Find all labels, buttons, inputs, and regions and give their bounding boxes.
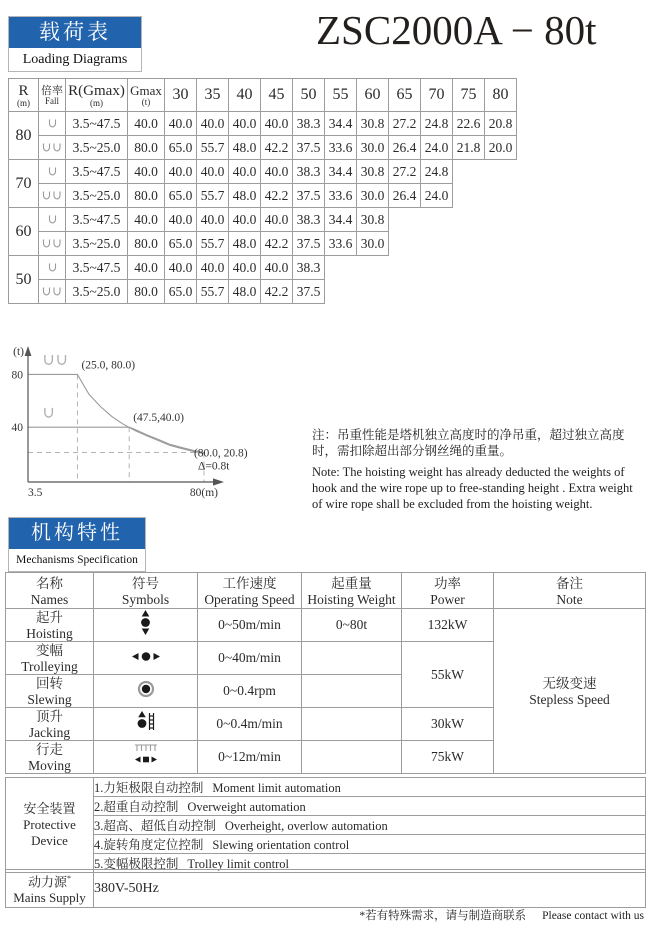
mech-symbol-cell — [94, 609, 198, 642]
header-rgmax-main: R(Gmax) — [68, 82, 125, 99]
mains-supply-label — [6, 870, 94, 908]
mech-symbol-cell — [94, 675, 198, 708]
mech-weight — [302, 675, 402, 708]
load-value: 24.0 — [421, 184, 453, 208]
double-fall-icon-path — [45, 355, 66, 364]
gmax-value: 40.0 — [128, 160, 165, 184]
load-value: 22.6 — [453, 112, 485, 136]
gmax-value: 40.0 — [128, 112, 165, 136]
load-value: 26.4 — [389, 184, 421, 208]
loading-row-80-single — [9, 112, 517, 136]
page-title: ZSC2000A − 80t — [316, 7, 597, 53]
mech-speed: 0~12m/min — [198, 741, 302, 774]
fall-cell — [39, 232, 66, 256]
load-value: 38.3 — [293, 208, 325, 232]
note-block — [312, 427, 646, 512]
load-value: 34.4 — [325, 112, 357, 136]
mech-power: 30kW — [402, 708, 494, 741]
load-value: 26.4 — [389, 136, 421, 160]
mech-name-slewing: 回转 Slewing — [6, 675, 94, 708]
gmax-value: 80.0 — [128, 280, 165, 304]
mech-header-note: 备注 Note — [494, 573, 646, 609]
protective-item-4: 4.旋转角度定位控制 Slewing orientation control — [94, 835, 646, 854]
mech-speed: 0~0.4m/min — [198, 708, 302, 741]
rgmax-range: 3.5~47.5 — [66, 256, 128, 280]
protective-row-2 — [6, 797, 646, 816]
mains-supply-value: 380V-50Hz — [94, 870, 646, 908]
protective-row-1 — [6, 778, 646, 797]
load-value: 30.0 — [357, 184, 389, 208]
y-tick-label: 80 — [11, 369, 23, 382]
rgmax-range: 3.5~25.0 — [66, 184, 128, 208]
note-zh: 注：吊重性能是塔机独立高度时的净吊重，超过独立高度时，需扣除超出部分钢丝绳的重量。 — [312, 428, 625, 458]
single-fall-icon — [48, 119, 57, 129]
load-value: 30.8 — [357, 112, 389, 136]
radius-value: 50 — [9, 256, 39, 304]
mech-header-symbols: 符号 Symbols — [94, 573, 198, 609]
load-curve-chart — [8, 344, 260, 508]
load-value: 40.0 — [197, 160, 229, 184]
load-value: 65.0 — [165, 280, 197, 304]
header-radius-30: 30 — [165, 79, 197, 112]
x-axis-arrow — [213, 478, 224, 485]
chart-annotation: (47.5,40.0) — [133, 412, 184, 425]
double-fall-icon — [42, 239, 62, 249]
footer-zh: *若有特殊需求，请与制造商联系 — [359, 910, 527, 922]
mech-speed: 0~50m/min — [198, 609, 302, 642]
load-value: 40.0 — [229, 112, 261, 136]
radius-value: 80 — [9, 112, 39, 160]
jacking-icon — [136, 711, 155, 732]
header-radius-45: 45 — [261, 79, 293, 112]
chart-annotation: (25.0, 80.0) — [81, 359, 136, 372]
protective-device-label: 安全装置 Protective Device — [6, 778, 94, 873]
load-value: 40.0 — [261, 160, 293, 184]
load-value: 42.2 — [261, 136, 293, 160]
load-value: 40.0 — [165, 112, 197, 136]
protective-item-3: 3.超高、超低自动控制 Overheight, overlow automation — [94, 816, 646, 835]
header-radius-80: 80 — [485, 79, 517, 112]
mains-label-en: Mains Supply — [13, 890, 86, 906]
loading-table-header-row — [9, 79, 517, 112]
chart-annotation: (80.0, 20.8) — [193, 447, 248, 460]
loading-row-50-double — [9, 280, 517, 304]
fall-cell — [39, 280, 66, 304]
load-value: 40.0 — [261, 112, 293, 136]
mains-label-asterisk: * — [67, 873, 71, 883]
gmax-value: 80.0 — [128, 136, 165, 160]
load-value: 30.8 — [357, 160, 389, 184]
x-end-label: 80(m) — [189, 487, 219, 499]
protective-device-table — [5, 777, 646, 873]
double-fall-icon — [42, 287, 62, 297]
header-radius-75: 75 — [453, 79, 485, 112]
loading-row-60-single — [9, 208, 517, 232]
mech-name-moving: 行走 Moving — [6, 741, 94, 774]
header-radius-65: 65 — [389, 79, 421, 112]
load-value: 33.6 — [325, 232, 357, 256]
load-value: 37.5 — [293, 280, 325, 304]
load-value: 65.0 — [165, 184, 197, 208]
load-value: 42.2 — [261, 232, 293, 256]
fall-cell — [39, 136, 66, 160]
rgmax-range: 3.5~25.0 — [66, 232, 128, 256]
mechanisms-header-row — [6, 573, 646, 609]
loading-badge-zh: 载荷表 — [9, 17, 141, 48]
load-value: 38.3 — [293, 160, 325, 184]
load-value: 40.0 — [261, 208, 293, 232]
radius-value: 60 — [9, 208, 39, 256]
loading-row-60-double — [9, 232, 517, 256]
load-value: 37.5 — [293, 184, 325, 208]
footer-note — [359, 907, 644, 923]
protective-row-4 — [6, 835, 646, 854]
load-value: 20.8 — [485, 112, 517, 136]
header-radius-main: R — [18, 82, 29, 99]
mains-label-zh: 动力源 — [27, 874, 67, 890]
loading-diagrams-badge — [8, 16, 142, 72]
loading-row-70-double — [9, 184, 517, 208]
load-value: 30.8 — [357, 208, 389, 232]
mechanisms-table — [5, 572, 646, 774]
header-fall-en: Fall — [44, 95, 59, 106]
load-value: 65.0 — [165, 136, 197, 160]
loading-row-50-single — [9, 256, 517, 280]
load-value: 27.2 — [389, 160, 421, 184]
load-value: 37.5 — [293, 136, 325, 160]
mech-power: 55kW — [402, 642, 494, 708]
trolleying-icon — [132, 651, 160, 662]
mechanisms-badge-en: Mechanisms Specification — [16, 554, 138, 566]
load-value: 40.0 — [261, 256, 293, 280]
header-fall — [39, 79, 66, 112]
mech-speed: 0~0.4rpm — [198, 675, 302, 708]
header-radius-50: 50 — [293, 79, 325, 112]
protective-item-1: 1.力矩极限自动控制 Moment limit automation — [94, 778, 646, 797]
loading-row-80-double — [9, 136, 517, 160]
load-value: 40.0 — [229, 256, 261, 280]
fall-cell — [39, 184, 66, 208]
load-value: 40.0 — [197, 208, 229, 232]
mech-power: 132kW — [402, 609, 494, 642]
mech-header-names: 名称 Names — [6, 573, 94, 609]
moving-icon — [132, 744, 160, 765]
loading-row-70-single — [9, 160, 517, 184]
load-value: 40.0 — [165, 208, 197, 232]
fall-cell — [39, 256, 66, 280]
load-value: 34.4 — [325, 208, 357, 232]
load-value: 42.2 — [261, 280, 293, 304]
gmax-value: 40.0 — [128, 256, 165, 280]
load-value: 40.0 — [197, 256, 229, 280]
rgmax-range: 3.5~25.0 — [66, 280, 128, 304]
mech-weight — [302, 741, 402, 774]
load-value: 33.6 — [325, 136, 357, 160]
mech-power: 75kW — [402, 741, 494, 774]
footer-en: Please contact with us — [542, 910, 644, 922]
header-gmax — [128, 79, 165, 112]
mech-header-operating-speed: 工作速度 Operating Speed — [198, 573, 302, 609]
header-radius-70: 70 — [421, 79, 453, 112]
mechanisms-badge — [8, 517, 146, 572]
mechanisms-badge-zh: 机构特性 — [9, 518, 145, 549]
header-radius-55: 55 — [325, 79, 357, 112]
mains-supply-table — [5, 869, 646, 908]
radius-value: 70 — [9, 160, 39, 208]
curve-single-fall-curve — [28, 427, 204, 452]
mech-weight: 0~80t — [302, 609, 402, 642]
chart-annotation: Δ=0.8t — [197, 460, 230, 473]
load-value: 21.8 — [453, 136, 485, 160]
gmax-value: 80.0 — [128, 184, 165, 208]
header-radius-unit: (m) — [17, 97, 30, 108]
protective-row-3 — [6, 816, 646, 835]
hoisting-icon — [138, 610, 153, 635]
load-value: 48.0 — [229, 136, 261, 160]
header-fall-zh: 倍率 — [41, 84, 63, 97]
header-radius — [9, 79, 39, 112]
fall-cell — [39, 208, 66, 232]
single-fall-icon-path — [45, 408, 53, 417]
double-fall-icon — [42, 143, 62, 153]
fall-cell — [39, 160, 66, 184]
load-value: 24.8 — [421, 160, 453, 184]
single-fall-icon — [48, 215, 57, 225]
protective-item-5: 5.变幅极限控制 Trolley limit control — [94, 854, 646, 873]
load-value: 48.0 — [229, 232, 261, 256]
load-value: 42.2 — [261, 184, 293, 208]
load-value: 24.0 — [421, 136, 453, 160]
single-fall-icon — [48, 263, 57, 273]
mech-speed: 0~40m/min — [198, 642, 302, 675]
slewing-icon — [137, 680, 155, 698]
rgmax-range: 3.5~25.0 — [66, 136, 128, 160]
load-value: 40.0 — [165, 256, 197, 280]
load-value: 55.7 — [197, 184, 229, 208]
load-value: 20.0 — [485, 136, 517, 160]
loading-badge-en: Loading Diagrams — [22, 52, 128, 67]
header-rgmax — [66, 79, 128, 112]
protective-item-2: 2.超重自动控制 Overweight automation — [94, 797, 646, 816]
load-value: 37.5 — [293, 232, 325, 256]
load-value: 34.4 — [325, 160, 357, 184]
header-gmax-main: Gmax — [130, 82, 162, 98]
mech-name-jacking: 顶升 Jacking — [6, 708, 94, 741]
mech-header-power: 功率 Power — [402, 573, 494, 609]
fall-cell — [39, 112, 66, 136]
single-fall-icon — [48, 167, 57, 177]
rgmax-range: 3.5~47.5 — [66, 208, 128, 232]
mech-symbol-cell — [94, 642, 198, 675]
load-value: 48.0 — [229, 184, 261, 208]
loading-table — [8, 78, 517, 304]
load-value: 40.0 — [197, 112, 229, 136]
y-tick-label: 40 — [11, 422, 23, 435]
mech-name-trolleying: 变幅 Trolleying — [6, 642, 94, 675]
double-fall-icon — [45, 355, 66, 364]
load-value: 40.0 — [229, 208, 261, 232]
load-value: 40.0 — [165, 160, 197, 184]
load-value: 48.0 — [229, 280, 261, 304]
x-origin-label: 3.5 — [28, 487, 43, 499]
load-value: 55.7 — [197, 136, 229, 160]
load-value: 27.2 — [389, 112, 421, 136]
header-radius-60: 60 — [357, 79, 389, 112]
mech-symbol-cell — [94, 708, 198, 741]
load-value: 33.6 — [325, 184, 357, 208]
header-radius-40: 40 — [229, 79, 261, 112]
load-value: 38.3 — [293, 256, 325, 280]
note-en: Note: The hoisting weight has already deducted the weights of hook and the wire rope up to free-standing height . Extra weight of wire rope shall be excluded from the hoisting weight. — [312, 465, 633, 511]
gmax-value: 40.0 — [128, 208, 165, 232]
header-rgmax-unit: (m) — [90, 97, 103, 108]
mech-row-hoisting — [6, 609, 646, 642]
y-axis-arrow — [25, 346, 32, 356]
single-fall-icon — [45, 408, 53, 417]
load-value: 55.7 — [197, 280, 229, 304]
load-value: 24.8 — [421, 112, 453, 136]
header-gmax-unit: (t) — [141, 96, 151, 107]
mech-note-stepless-speed: 无级变速 Stepless Speed — [494, 609, 646, 774]
load-value: 65.0 — [165, 232, 197, 256]
mech-header-hoisting-weight: 起重量 Hoisting Weight — [302, 573, 402, 609]
load-value: 40.0 — [229, 160, 261, 184]
load-value: 38.3 — [293, 112, 325, 136]
mains-supply-row — [6, 870, 646, 908]
load-value: 30.0 — [357, 136, 389, 160]
load-value: 55.7 — [197, 232, 229, 256]
y-axis-label: (t) — [13, 346, 24, 358]
double-fall-icon — [42, 191, 62, 201]
gmax-value: 80.0 — [128, 232, 165, 256]
rgmax-range: 3.5~47.5 — [66, 112, 128, 136]
mech-weight — [302, 642, 402, 675]
mech-weight — [302, 708, 402, 741]
rgmax-range: 3.5~47.5 — [66, 160, 128, 184]
header-radius-35: 35 — [197, 79, 229, 112]
mech-name-hoisting: 起升 Hoisting — [6, 609, 94, 642]
mech-symbol-cell — [94, 741, 198, 774]
load-value: 30.0 — [357, 232, 389, 256]
